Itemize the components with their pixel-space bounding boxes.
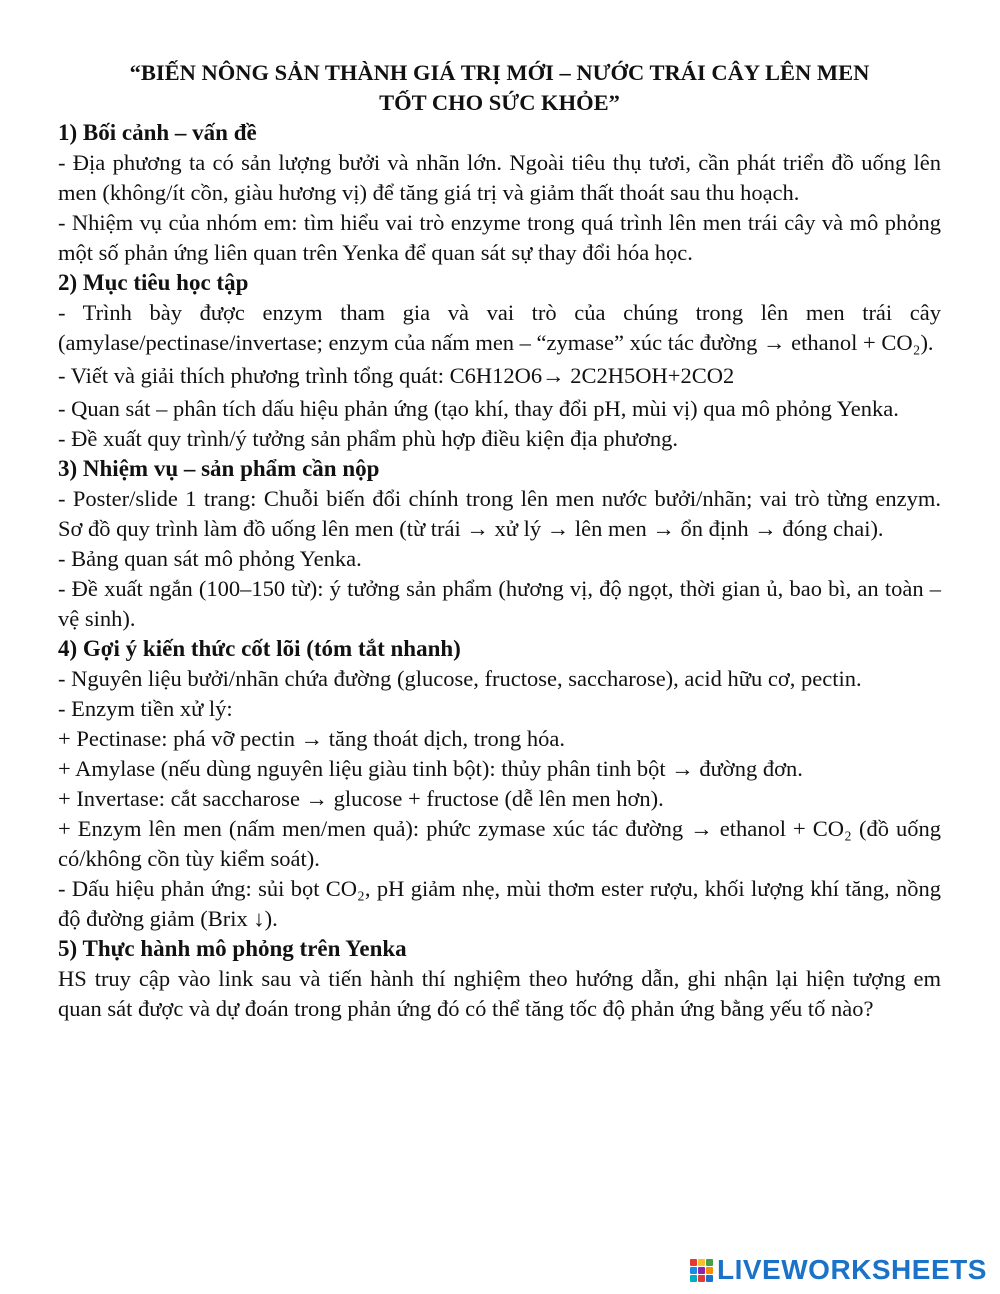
section-1-heading: 1) Bối cảnh – vấn đề xyxy=(58,120,257,145)
section-3-paragraph: - Đề xuất ngắn (100–150 từ): ý tưởng sản phẩm (hương vị, độ ngọt, thời gian ủ, bao bì, an toàn – vệ sinh). xyxy=(58,576,941,631)
logo-cell xyxy=(690,1267,697,1274)
title-line-2: TỐT CHO SỨC KHỎE” xyxy=(379,90,620,115)
section-2-equation: - Viết và giải thích phương trình tổng quát: C6H12O6→ 2C2H5OH+2CO2 xyxy=(58,363,735,388)
section-2-paragraph: - Trình bày được enzym tham gia và vai trò của chúng trong lên men trái cây (amylase/pectinase/invertase; enzym của nấm men – “zymase” xúc tác đường → ethanol + CO₂). xyxy=(58,300,941,355)
section-4-paragraph: + Invertase: cắt saccharose → glucose + fructose (dễ lên men hơn). xyxy=(58,786,664,811)
title-line-1: “BIẾN NÔNG SẢN THÀNH GIÁ TRỊ MỚI – NƯỚC TRÁI CÂY LÊN MEN xyxy=(129,60,870,85)
section-4-heading: 4) Gợi ý kiến thức cốt lõi (tóm tắt nhanh) xyxy=(58,636,461,661)
liveworksheets-logo xyxy=(690,1252,987,1288)
section-2-paragraph: - Quan sát – phân tích dấu hiệu phản ứng (tạo khí, thay đổi pH, mùi vị) qua mô phỏng Yenka. xyxy=(58,396,899,421)
logo-cell xyxy=(698,1267,705,1274)
section-5-heading: 5) Thực hành mô phỏng trên Yenka xyxy=(58,936,407,961)
logo-cell xyxy=(698,1275,705,1282)
logo-cell xyxy=(690,1275,697,1282)
logo-cell xyxy=(706,1259,713,1266)
section-3-heading: 3) Nhiệm vụ – sản phẩm cần nộp xyxy=(58,456,380,481)
logo-cell xyxy=(690,1259,697,1266)
logo-text: LIVEWORKSHEETS xyxy=(717,1254,987,1285)
section-4-paragraph: + Pectinase: phá vỡ pectin → tăng thoát dịch, trong hóa. xyxy=(58,726,565,751)
section-3-paragraph: - Poster/slide 1 trang: Chuỗi biến đổi chính trong lên men nước bưởi/nhãn; vai trò từng enzym. Sơ đồ quy trình làm đồ uống lên men (từ trái → xử lý → lên men → ổn định → đóng chai). xyxy=(58,486,941,541)
document-body xyxy=(58,58,941,1024)
logo-cell xyxy=(706,1275,713,1282)
section-5-paragraph: HS truy cập vào link sau và tiến hành thí nghiệm theo hướng dẫn, ghi nhận lại hiện tượng em quan sát được và dự đoán trong phản ứng đó có thể tăng tốc độ phản ứng bằng yếu tố nào? xyxy=(58,966,941,1021)
section-4-paragraph: + Amylase (nếu dùng nguyên liệu giàu tinh bột): thủy phân tinh bột → đường đơn. xyxy=(58,756,803,781)
logo-grid-icon xyxy=(690,1259,713,1282)
logo-cell xyxy=(698,1259,705,1266)
document-title xyxy=(38,58,961,118)
section-4-paragraph: - Enzym tiền xử lý: xyxy=(58,696,233,721)
section-1-paragraph: - Địa phương ta có sản lượng bưởi và nhãn lớn. Ngoài tiêu thụ tươi, cần phát triển đồ uống lên men (không/ít cồn, giàu hương vị) để tăng giá trị và giảm thất thoát sau thu hoạch. xyxy=(58,150,941,205)
section-3-paragraph: - Bảng quan sát mô phỏng Yenka. xyxy=(58,546,362,571)
section-4-paragraph: + Enzym lên men (nấm men/men quả): phức zymase xúc tác đường → ethanol + CO₂ (đồ uống có/không cồn tùy kiểm soát). xyxy=(58,816,941,871)
section-4-paragraph: - Dấu hiệu phản ứng: sủi bọt CO₂, pH giảm nhẹ, mùi thơm ester rượu, khối lượng khí tăng, nồng độ đường giảm (Brix ↓). xyxy=(58,876,941,931)
section-2-paragraph: - Đề xuất quy trình/ý tưởng sản phẩm phù hợp điều kiện địa phương. xyxy=(58,426,678,451)
section-4-paragraph: - Nguyên liệu bưởi/nhãn chứa đường (glucose, fructose, saccharose), acid hữu cơ, pectin. xyxy=(58,666,862,691)
logo-cell xyxy=(706,1267,713,1274)
section-1-paragraph: - Nhiệm vụ của nhóm em: tìm hiểu vai trò enzyme trong quá trình lên men trái cây và mô phỏng một số phản ứng liên quan trên Yenka để quan sát sự thay đổi hóa học. xyxy=(58,210,941,265)
section-2-heading: 2) Mục tiêu học tập xyxy=(58,270,249,295)
